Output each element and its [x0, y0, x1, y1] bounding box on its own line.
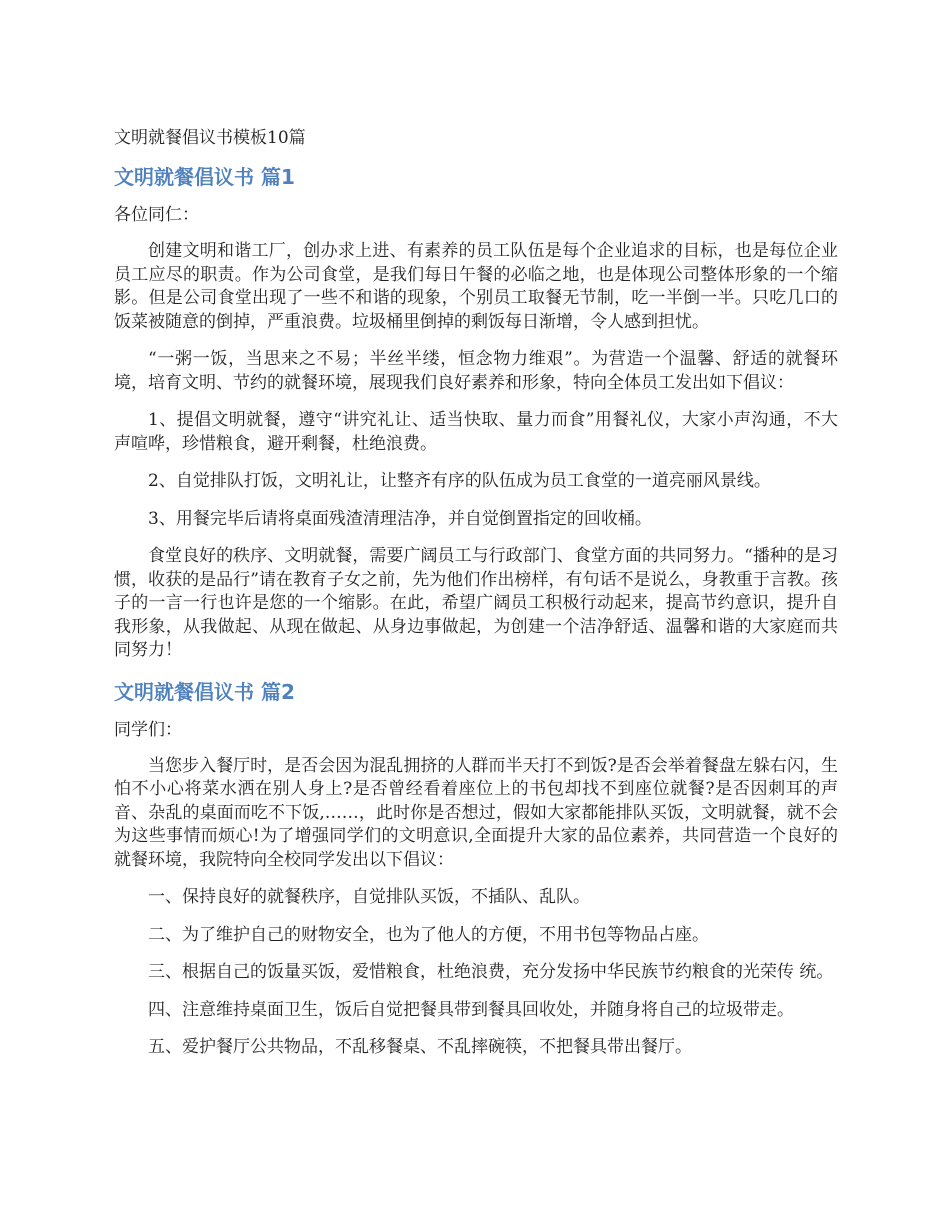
paragraph: 3、用餐完毕后请将桌面残渣清理洁净，并自觉倒置指定的回收桶。	[148, 508, 652, 529]
paragraph: 食堂良好的秩序、文明就餐，需要广阔员工与行政部门、食堂方面的共同努力。“播种的是习惯，收获的是品行”请在教育子女之前，先为他们作出榜样，有句话不是说么，身教重于言教。孩子的一言一行也许是您的一个缩影。在此，希望广阔员工积极行动起来，提高节约意识，提升自我形象，从我做起、从现在做起、从身边事做起，为创建一个洁净舒适、温馨和谐的大家庭而共同努力！	[114, 546, 838, 660]
paragraph: 四、注意维持桌面卫生，饭后自觉把餐具带到餐具回收处，并随身将自己的垃圾带走。	[148, 999, 794, 1020]
document-title: 文明就餐倡议书模板10篇	[114, 128, 306, 148]
salutation: 同学们：	[114, 719, 182, 740]
paragraph: “一粥一饭，当思来之不易；半丝半缕，恒念物力维艰”。为营造一个温馨、舒适的就餐环境，培育文明、节约的就餐环境，展现我们良好素养和形象，特向全体员工发出如下倡议：	[114, 349, 838, 393]
paragraph: 创建文明和谐工厂，创办求上进、有素养的员工队伍是每个企业追求的目标，也是每位企业员工应尽的职责。作为公司食堂，是我们每日午餐的必临之地，也是体现公司整体形象的一个缩影。但是公司食堂出现了一些不和谐的现象，个别员工取餐无节制，吃一半倒一半。只吃几口的饭菜被随意的倒掉，严重浪费。垃圾桶里倒掉的剩饭每日渐增，令人感到担忧。	[114, 241, 838, 332]
paragraph: 1、提倡文明就餐，遵守“讲究礼让、适当快取、量力而食”用餐礼仪，大家小声沟通，不大声喧哗，珍惜粮食，避开剩餐，杜绝浪费。	[114, 410, 838, 454]
paragraph: 当您步入餐厅时，是否会因为混乱拥挤的人群而半天打不到饭?是否会举着餐盘左躲右闪，生怕不小心将菜水洒在别人身上?是否曾经看着座位上的书包却找不到座位就餐?是否因刺耳的声音、杂乱的桌面而吃不下饭,……，此时你是否想过，假如大家都能排队买饭，文明就餐，就不会为这些事情而烦心!为了增强同学们的文明意识,全面提升大家的品位素养，共同营造一个良好的就餐环境，我院特向全校同学发出以下倡议：	[114, 755, 838, 870]
paragraph: 三、根据自己的饭量买饭，爱惜粮食，杜绝浪费，充分发扬中华民族节约粮食的光荣传 统。	[148, 962, 834, 982]
section-heading: 文明就餐倡议书 篇1	[114, 165, 295, 189]
paragraph: 五、爱护餐厅公共物品，不乱移餐桌、不乱摔碗筷，不把餐具带出餐厅。	[148, 1037, 692, 1057]
paragraph: 2、自觉排队打饭，文明礼让，让整齐有序的队伍成为员工食堂的一道亮丽风景线。	[148, 471, 771, 491]
paragraph: 二、为了维护自己的财物安全，也为了他人的方便，不用书包等物品占座。	[148, 924, 709, 945]
section-heading: 文明就餐倡议书 篇2	[114, 679, 295, 704]
section-1	[114, 162, 838, 663]
section-2	[114, 677, 838, 1060]
paragraph: 一、保持良好的就餐秩序，自觉排队买饭，不插队、乱队。	[148, 887, 590, 907]
salutation: 各位同仁：	[114, 205, 199, 225]
